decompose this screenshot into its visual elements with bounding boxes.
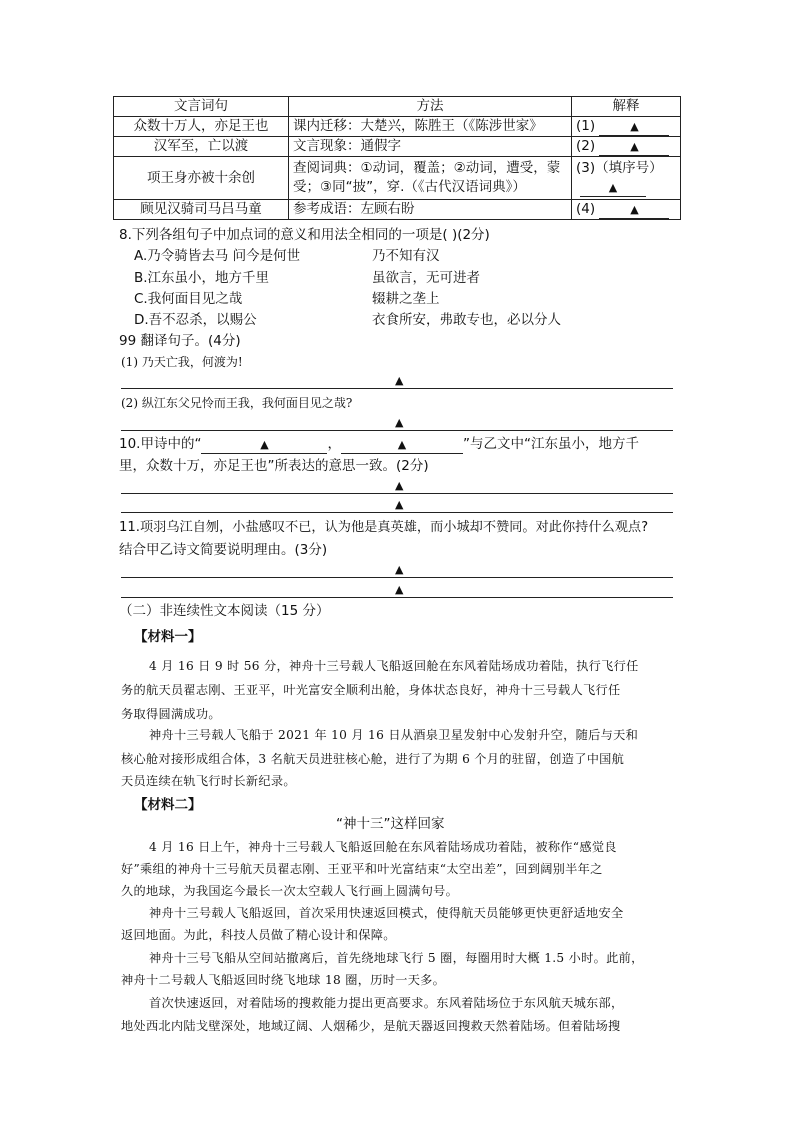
phrase-cell: 项王身亦被十余创	[114, 157, 289, 200]
method-cell: 课内迁移：大楚兴，陈胜王（《陈涉世家》	[289, 117, 572, 137]
answer-blank[interactable]	[599, 118, 669, 136]
table-row	[114, 157, 681, 200]
q8-option-b-right: 虽欲言，无可进者	[372, 270, 480, 286]
phrase-cell: 众数十万人，亦足王也	[114, 117, 289, 137]
q8-stem: 8.下列各组句子中加点词的意义和用法全相同的一项是( )(2分)	[119, 227, 490, 243]
method-cell: 查阅词典：①动词，覆盖；②动词，遭受，蒙 受；③同“披”，穿.（《古代汉语词典》）	[289, 157, 572, 200]
table-header-row	[114, 97, 681, 117]
q10-line-1: 10.甲诗中的“ ▲ ， ▲ ”与乙文中“江东虽小，地方千	[119, 436, 639, 452]
section-2-title: （二）非连续性文本阅读（15 分）	[119, 603, 330, 619]
answer-cell[interactable]: (3)（填序号） ▲	[572, 157, 681, 200]
m2-p3-line-2: 神舟十二号载人飞船返回时绕飞地球 18 圈，历时一天多。	[121, 973, 446, 987]
m2-p2-line-2: 返回地面。为此，科技人员做了精心设计和保障。	[121, 928, 396, 942]
triangle-icon: ▲	[395, 563, 404, 576]
material-2-title: “神十三”这样回家	[336, 816, 445, 832]
q9-sentence-1: (1) 乃天亡我，何渡为!	[121, 355, 243, 369]
q8-option-d-left[interactable]: D.吾不忍杀，以赐公	[134, 312, 257, 328]
triangle-icon: ▲	[608, 181, 618, 194]
table-row	[114, 137, 681, 157]
m2-p1-line-2: 好”乘组的神舟十三号航天员翟志刚、王亚平和叶光富结束“太空出差”，回到阔别半年之	[121, 862, 603, 876]
m2-p4-line-2: 地处西北内陆戈壁深处，地域辽阔、人烟稀少，是航天器返回搜救天然着陆场。但着陆场搜	[121, 1019, 621, 1033]
material-2-label: 【材料二】	[134, 797, 202, 813]
m1-p2-line-3: 天员连续在轨飞行时长新纪录。	[121, 774, 296, 788]
m1-p1-line-1: 4 月 16 日 9 时 56 分，神舟十三号载人飞船返回舱在东风着陆场成功着陆，执行飞行任	[149, 659, 639, 673]
q10-blank-1[interactable]	[201, 436, 327, 454]
triangle-icon: ▲	[397, 438, 407, 451]
triangle-icon: ▲	[395, 583, 404, 596]
phrase-cell: 顾见汉骑司马吕马童	[114, 200, 289, 220]
answer-blank[interactable]	[580, 179, 646, 197]
q8-option-a-left[interactable]: A.乃令骑皆去马 问今是何世	[134, 248, 301, 264]
q10-line-2: 里，众数十万，亦足王也”所表达的意思一致。(2分)	[119, 458, 429, 474]
m2-p1-line-3: 久的地球，为我国迄今最长一次太空载人飞行画上圆满句号。	[121, 884, 459, 898]
triangle-icon: ▲	[395, 416, 404, 429]
q11-line-1: 11.项羽乌江自刎，小盐感叹不已，认为他是真英雄，而小城却不赞同。对此你持什么观点?	[119, 520, 649, 535]
q8-option-d-right: 衣食所安，弗敢专也，必以分人	[372, 312, 561, 328]
q8-option-c-right: 辍耕之垄上	[372, 291, 440, 307]
answer-cell[interactable]: (4) ▲	[572, 200, 681, 220]
q8-option-c-left[interactable]: C.我何面目见之哉	[134, 291, 243, 307]
triangle-icon: ▲	[630, 120, 639, 133]
triangle-icon: ▲	[630, 203, 639, 216]
q8-option-a-right: 乃不知有汉	[372, 248, 440, 264]
q9-stem: 99 翻译句子。(4分)	[119, 333, 241, 349]
answer-line[interactable]	[121, 493, 673, 494]
method-cell: 文言现象：通假字	[289, 137, 572, 157]
q11-line-2: 结合甲乙诗文简要说明理由。(3分)	[119, 542, 328, 558]
answer-line[interactable]	[121, 512, 673, 513]
answer-cell[interactable]: (1) ▲	[572, 117, 681, 137]
answer-line[interactable]	[121, 577, 673, 578]
answer-line[interactable]	[121, 388, 673, 389]
triangle-icon: ▲	[395, 374, 404, 387]
method-cell: 参考成语：左顾右盼	[289, 200, 572, 220]
header-answer: 解释	[572, 97, 681, 117]
m2-p2-line-1: 神舟十三号载人飞船返回，首次采用快速返回模式，使得航天员能够更快更舒适地安全	[149, 906, 624, 920]
m2-p1-line-1: 4 月 16 日上午，神舟十三号载人飞船返回舱在东风着陆场成功着陆，被称作“感觉良	[149, 840, 617, 854]
phrase-cell: 汉军至，亡以渡	[114, 137, 289, 157]
q9-sentence-2: (2) 纵江东父兄怜而王我，我何面目见之哉?	[121, 396, 353, 410]
m1-p2-line-2: 核心舱对接形成组合体，3 名航天员进驻核心舱，进行了为期 6 个月的驻留，创造了中国航	[121, 752, 625, 766]
m1-p1-line-3: 务取得圆满成功。	[121, 707, 221, 721]
answer-line[interactable]	[121, 597, 673, 598]
answer-blank[interactable]	[599, 201, 669, 219]
m2-p3-line-1: 神舟十三号飞船从空间站撤离后，首先绕地球飞行 5 圈，每圈用时大概 1.5 小时。此前，	[149, 951, 644, 965]
vocabulary-table	[113, 96, 681, 220]
header-method: 方法	[289, 97, 572, 117]
triangle-icon: ▲	[395, 498, 404, 511]
answer-cell[interactable]: (2) ▲	[572, 137, 681, 157]
answer-line[interactable]	[121, 430, 673, 431]
q8-option-b-left[interactable]: B.江东虽小，地方千里	[134, 270, 270, 286]
table-row	[114, 200, 681, 220]
triangle-icon: ▲	[630, 140, 639, 153]
material-1-label: 【材料一】	[134, 629, 202, 645]
m1-p1-line-2: 务的航天员翟志刚、王亚平，叶光富安全顺利出舱，身体状态良好，神舟十三号载人飞行任	[121, 683, 621, 697]
table-row	[114, 117, 681, 137]
answer-blank[interactable]	[599, 138, 669, 156]
triangle-icon: ▲	[395, 479, 404, 492]
header-phrase: 文言词句	[114, 97, 289, 117]
m1-p2-line-1: 神舟十三号载人飞船于 2021 年 10 月 16 日从酒泉卫星发射中心发射升空，随后与天和	[149, 728, 639, 742]
triangle-icon: ▲	[260, 438, 269, 451]
q10-blank-2[interactable]	[341, 436, 463, 454]
m2-p4-line-1: 首次快速返回，对着陆场的搜救能力提出更高要求。东风着陆场位于东风航天城东部，	[149, 996, 624, 1010]
